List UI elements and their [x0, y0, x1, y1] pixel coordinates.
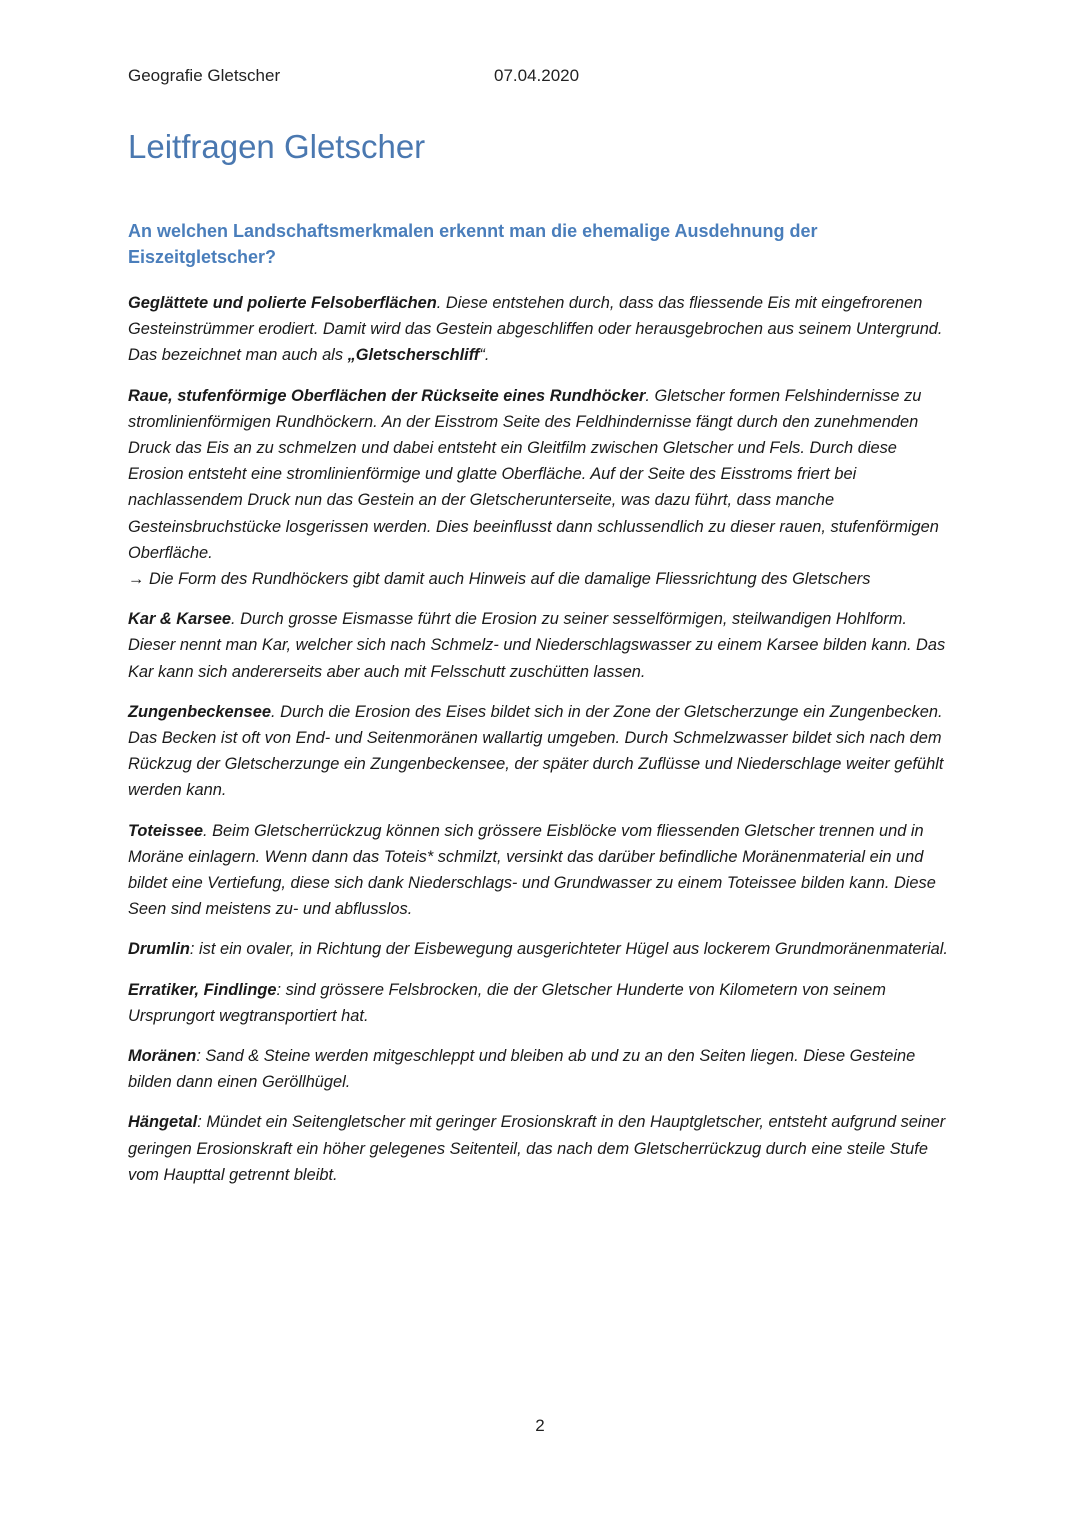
highlight-term: „Gletscherschliff [347, 346, 480, 365]
paragraph-moraenen [128, 1043, 954, 1095]
paragraph-text: : ist ein ovaler, in Richtung der Eisbewegung ausgerichteter Hügel aus lockerem Grundmoränenmaterial. [189, 940, 948, 959]
paragraph-text: . Diese entstehen durch, dass das fliessende Eis mit eingefrorenen Gesteinstrümmer erodiert. Damit wird das Gestein abgeschliffen oder herausgebrochen aus seinem Untergrund. Das bezeichnet man auch als [128, 294, 943, 365]
term: Toteissee [128, 821, 204, 840]
paragraph-text: : Sand & Steine werden mitgeschleppt und bleiben ab und zu an den Seiten liegen. Diese Gesteine bilden dann einen Geröllhügel. [128, 1047, 916, 1092]
page-header [128, 66, 952, 86]
paragraph-text: . Durch die Erosion des Eises bildet sich in der Zone der Gletscherzunge ein Zungenbecken. Das Becken ist oft von End- und Seitenmoränen wallartig umgeben. Durch Schmelzwasser bildet sich nach dem Rückzug der Gletscherzunge ein Zungenbeckensee, der später durch Zuflüsse und Niederschlage weiter gefühlt werden kann. [128, 702, 944, 800]
paragraph-drumlin [128, 936, 954, 962]
paragraph-gletscherschliff [128, 290, 954, 369]
paragraph-text: : sind grössere Felsbrocken, die der Gletscher Hunderte von Kilometern von seinem Ursprungort wegtransportiert hat. [128, 980, 886, 1025]
paragraph-rundhoecker [128, 383, 954, 593]
paragraph-text: : Mündet ein Seitengletscher mit geringer Erosionskraft in den Hauptgletscher, entsteht aufgrund seiner geringen Erosionskraft ein höher gelegenes Seitenteil, das nach dem Gletscherrückzug durch eine steile Stufe vom Haupttal getrennt bleibt. [128, 1113, 946, 1184]
arrow-note: → Die Form des Rundhöckers gibt damit auch Hinweis auf die damalige Fliessrichtung des Gletschers [128, 570, 871, 589]
paragraph-toteissee [128, 818, 954, 923]
term: Drumlin [128, 940, 190, 959]
header-subject: Geografie Gletscher [128, 66, 281, 85]
paragraph-zungenbeckensee [128, 699, 954, 804]
term: Erratiker, Findlinge [128, 980, 277, 999]
paragraph-text: . Durch grosse Eismasse führt die Erosion zu seiner sesselförmigen, steilwandigen Hohlform. Dieser nennt man Kar, welcher sich nach Schmelz- und Niederschlagswasser zu einem Karsee bilden kann. Das Kar kann sich andererseits aber auch mit Felsschutt zuschütten lassen. [128, 610, 946, 681]
paragraph-haengetal [128, 1109, 954, 1188]
page-title: Leitfragen Gletscher [128, 128, 426, 165]
term: Raue, stufenförmige Oberflächen der Rückseite eines Rundhöcker [128, 386, 646, 405]
paragraph-text: . Beim Gletscherrückzug können sich grössere Eisblöcke vom fliessenden Gletscher trennen und in Moräne einlagern. Wenn dann das Toteis* schmilzt, versinkt das darüber befindliche Moränenmaterial ein und bildet eine Vertiefung, diese sich dank Niederschlags- und Grundwasser zu einem Toteissee bilden kann. Diese Seen sind meistens zu- und abflusslos. [128, 821, 936, 919]
paragraph-kar [128, 606, 954, 685]
paragraph-tail: “. [479, 346, 490, 365]
term: Hängetal [128, 1113, 198, 1132]
header-date: 07.04.2020 [494, 66, 580, 85]
term: Zungenbeckensee [128, 702, 272, 721]
term: Kar & Karsee [128, 610, 231, 629]
paragraph-erratiker [128, 977, 954, 1029]
term: Geglättete und polierte Felsoberflächen [128, 294, 437, 312]
answer-body [128, 290, 954, 1202]
paragraph-text: . Gletscher formen Felshindernisse zu stromlinienförmigen Rundhöckern. An der Eisstrom Seite des Feldhindernisse fängt durch den zunehmenden Druck das Eis an zu schmelzen und dabei entsteht ein Gleitfilm zwischen Gletscher und Fels. Durch diese Erosion entsteht eine stromlinienförmige und glatte Oberfläche. Auf der Seite des Eisstroms friert bei nachlassendem Druck nun das Gestein an der Gletscherunterseite, was dazu führt, dass manche Gesteinsbruchstücke losgerissen werden. Dies beeinflusst dann schlussendlich zu dieser rauen, stufenförmigen Oberfläche. [128, 386, 939, 562]
guiding-question: An welchen Landschaftsmerkmalen erkennt man die ehemalige Ausdehnung der Eiszeitgletscher? [128, 221, 818, 267]
term: Moränen [128, 1047, 197, 1066]
page-number: 2 [535, 1416, 545, 1435]
